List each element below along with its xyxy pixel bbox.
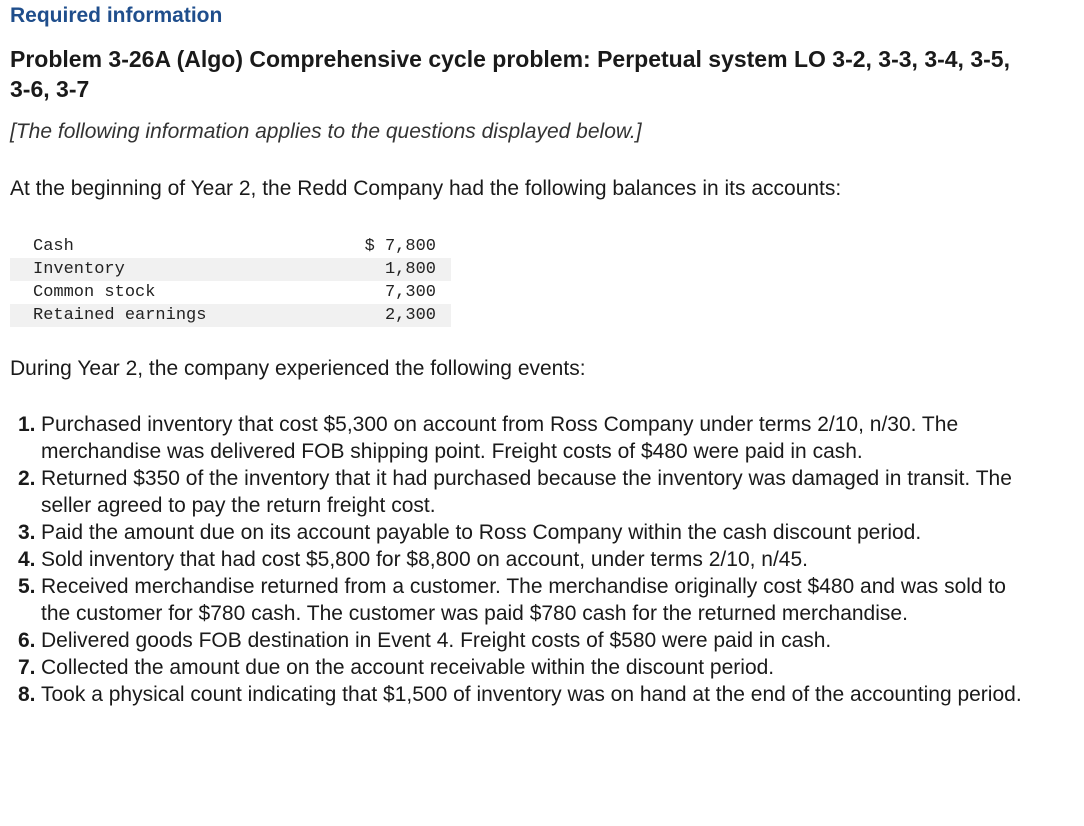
list-item	[18, 546, 1028, 573]
problem-title: Problem 3-26A (Algo) Comprehensive cycle problem: Perpetual system LO 3-2, 3-3, 3-4, 3-5, 3-6, 3-7	[10, 46, 1010, 102]
list-item	[18, 519, 1028, 546]
list-item	[18, 411, 1028, 465]
event-text: Received merchandise returned from a customer. The merchandise originally cost $480 and was sold to the customer for $780 cash. The customer was paid $780 cash for the returned merchandise.	[41, 575, 1006, 625]
event-text: Collected the amount due on the account receivable within the discount period.	[41, 656, 775, 679]
event-number: 2.	[18, 467, 36, 490]
event-number: 4.	[18, 548, 36, 571]
table-row	[10, 281, 451, 304]
event-number: 3.	[18, 521, 36, 544]
list-item	[18, 681, 1028, 708]
event-text: Sold inventory that had cost $5,800 for $8,800 on account, under terms 2/10, n/45.	[41, 548, 809, 571]
event-text: Paid the amount due on its account payable to Ross Company within the cash discount period.	[41, 521, 922, 544]
intro-note: [The following information applies to the questions displayed below.]	[10, 120, 642, 143]
events-intro: During Year 2, the company experienced the following events:	[10, 357, 586, 380]
account-name: Common stock	[33, 283, 156, 302]
account-amount: 7,300	[384, 283, 436, 302]
event-text: Delivered goods FOB destination in Event 4. Freight costs of $580 were paid in cash.	[41, 629, 832, 652]
list-item	[18, 627, 1028, 654]
table-row	[10, 304, 451, 327]
account-name: Cash	[33, 237, 74, 256]
beginning-balances-table	[10, 235, 451, 327]
account-name: Inventory	[10, 258, 318, 281]
event-text: Returned $350 of the inventory that it had purchased because the inventory was damaged in transit. The seller agreed to pay the return freight cost.	[41, 467, 1012, 517]
event-text: Took a physical count indicating that $1,500 of inventory was on hand at the end of the accounting period.	[41, 683, 1022, 706]
event-number: 7.	[18, 656, 36, 679]
account-amount: 2,300	[318, 304, 451, 327]
list-item	[18, 573, 1028, 627]
event-text: Purchased inventory that cost $5,300 on account from Ross Company under terms 2/10, n/30. The merchandise was delivered FOB shipping point. Freight costs of $480 were paid in cash.	[41, 413, 959, 463]
event-number: 6.	[18, 629, 36, 652]
list-item	[18, 654, 1028, 681]
event-number: 8.	[18, 683, 36, 706]
account-amount: $ 7,800	[364, 237, 436, 256]
account-name: Retained earnings	[10, 304, 318, 327]
account-amount: 1,800	[318, 258, 451, 281]
events-list	[18, 411, 1028, 708]
table-row	[10, 235, 451, 258]
table-row	[10, 258, 451, 281]
balances-intro: At the beginning of Year 2, the Redd Company had the following balances in its accounts:	[10, 177, 842, 200]
required-information-heading: Required information	[10, 4, 223, 27]
event-number: 5.	[18, 575, 36, 598]
event-number: 1.	[18, 413, 36, 436]
list-item	[18, 465, 1028, 519]
